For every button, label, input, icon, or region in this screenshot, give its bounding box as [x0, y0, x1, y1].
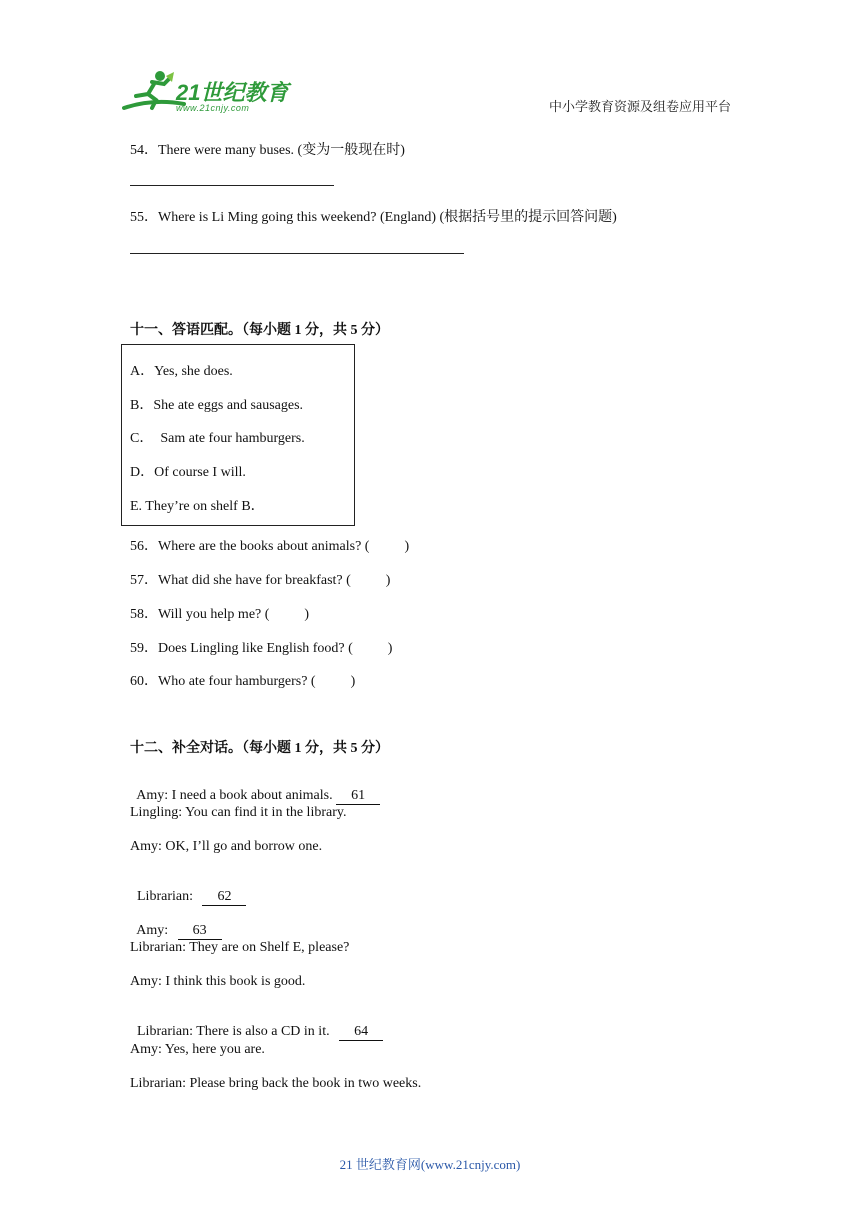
dialogue-line-2: Lingling: You can find it in the library. [130, 805, 347, 820]
dialogue-line-1 [130, 772, 380, 805]
dialogue-line-9: Amy: Yes, here you are. [130, 1042, 265, 1057]
dialogue-line-3: Amy: OK, I’ll go and borrow one. [130, 839, 323, 854]
question-55: 55．Where is Li Ming going this weekend? (England) (根据括号里的提示回答问题) [130, 210, 617, 225]
option-b: B．She ate eggs and sausages. [130, 398, 304, 413]
header-platform-text: 中小学教育资源及组卷应用平台 [549, 99, 732, 114]
question-57: 57．What did she have for breakfast? ( ) [130, 573, 391, 588]
dialogue-text: Librarian: [137, 889, 197, 904]
blank-63: 63 [178, 923, 222, 940]
answer-line-55 [130, 253, 464, 254]
question-59: 59．Does Lingling like English food? ( ) [130, 641, 393, 656]
footer-text: 21 世纪教育网(www.21cnjy.com) [339, 1157, 521, 1172]
dialogue-line-7: Amy: I think this book is good. [130, 974, 306, 989]
dialogue-text: Amy: I need a book about animals. [136, 788, 337, 803]
dialogue-line-6: Librarian: They are on Shelf E, please? [130, 940, 350, 955]
blank-62: 62 [202, 889, 246, 906]
dialogue-text: Amy: [136, 923, 172, 938]
logo-main-text: 21世纪教育 [176, 80, 289, 105]
option-d: D．Of course I will. [130, 465, 246, 480]
section-12-title: 十二、补全对话。（每小题 1 分，共 5 分） [130, 741, 389, 756]
option-e: E. They’re on shelf B． [130, 499, 265, 514]
option-a: A．Yes, she does. [130, 364, 233, 379]
question-56: 56．Where are the books about animals? ( ) [130, 539, 410, 554]
section-11-title: 十一、答语匹配。（每小题 1 分，共 5 分） [130, 323, 389, 338]
blank-64: 64 [339, 1024, 383, 1041]
dialogue-text: Librarian: There is also a CD in it. [137, 1024, 334, 1039]
dialogue-line-5 [130, 907, 222, 940]
dialogue-line-4 [130, 873, 246, 906]
question-60: 60．Who ate four hamburgers? ( ) [130, 674, 356, 689]
blank-61: 61 [336, 788, 380, 805]
logo-url-text: www.21cnjy.com [176, 103, 250, 113]
question-58: 58．Will you help me? ( ) [130, 607, 310, 622]
dialogue-line-10: Librarian: Please bring back the book in two weeks. [130, 1076, 422, 1091]
answer-line-54 [130, 185, 334, 186]
option-c: C． Sam ate four hamburgers. [130, 431, 305, 446]
dialogue-line-8 [130, 1008, 383, 1041]
question-54: 54．There were many buses. (变为一般现在时) [130, 143, 405, 158]
